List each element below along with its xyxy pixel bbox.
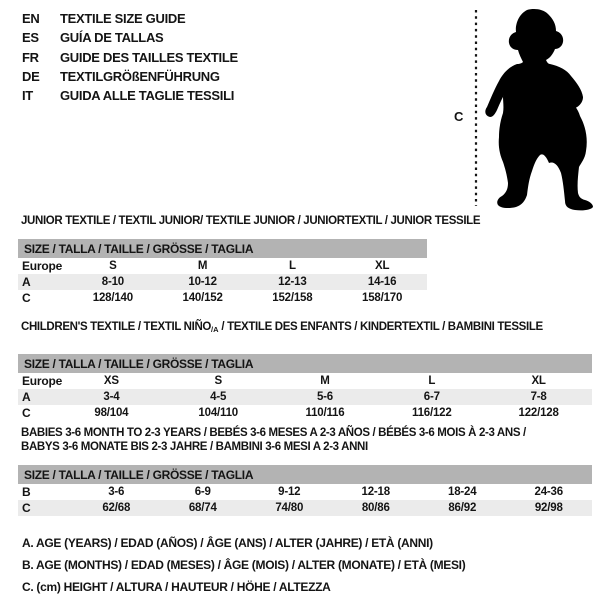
table-row-age-months bbox=[18, 484, 592, 500]
size-cell: S bbox=[109, 260, 117, 272]
language-row bbox=[22, 48, 238, 67]
size-header: SIZE / TALLA / TAILLE / GRÖSSE / TAGLIA bbox=[18, 354, 592, 373]
size-cell: 98/104 bbox=[94, 407, 129, 419]
babies-table-title-line1: BABIES 3-6 MONTH TO 2-3 YEARS / BEBÉS 3-6 MESES A 2-3 AÑOS / BÉBÉS 3-6 MOIS À 2-3 ANS / bbox=[21, 427, 526, 439]
row-label: A bbox=[22, 275, 31, 289]
size-cell: XL bbox=[531, 375, 546, 387]
size-header: SIZE / TALLA / TAILLE / GRÖSSE / TAGLIA bbox=[18, 239, 427, 258]
children-section bbox=[18, 320, 592, 421]
table-row-height bbox=[18, 405, 592, 421]
language-code: ES bbox=[22, 30, 39, 46]
language-row bbox=[22, 86, 238, 105]
language-code: DE bbox=[22, 68, 40, 84]
language-list bbox=[22, 9, 238, 105]
language-label: GUIDE DES TAILLES TEXTILE bbox=[60, 49, 238, 65]
size-header-row bbox=[18, 239, 427, 258]
babies-table-title-line2: BABYS 3-6 MONATE BIS 2-3 JAHRE / BAMBINI 3-6 MESI A 2-3 ANNI bbox=[21, 441, 368, 453]
language-code: EN bbox=[22, 11, 40, 26]
size-cell: M bbox=[320, 375, 330, 387]
size-cell: XL bbox=[374, 260, 390, 272]
size-cell: 62/68 bbox=[102, 502, 131, 514]
language-label: GUIDA ALLE TAGLIE TESSILI bbox=[60, 88, 235, 104]
size-cell: 152/158 bbox=[272, 292, 313, 304]
size-cell: 5-6 bbox=[316, 391, 333, 403]
size-cell: 10-12 bbox=[188, 276, 217, 288]
row-label: Europe bbox=[22, 374, 63, 388]
size-cell: 12-13 bbox=[278, 276, 307, 288]
size-cell: 68/74 bbox=[188, 502, 217, 514]
size-cell: 116/122 bbox=[412, 407, 452, 419]
size-cell: 158/170 bbox=[362, 292, 403, 304]
row-label: C bbox=[22, 291, 31, 305]
size-cell: 14-16 bbox=[367, 276, 397, 288]
language-row bbox=[22, 28, 238, 47]
size-cell: 18-24 bbox=[448, 486, 477, 498]
size-cell: 128/140 bbox=[92, 292, 133, 304]
title-text: / TEXTILE DES ENFANTS / KINDERTEXTIL / BAMBINI TESSILE bbox=[218, 321, 543, 333]
size-cell: 7-8 bbox=[530, 391, 547, 403]
baby-figure bbox=[450, 4, 600, 216]
footnotes bbox=[22, 532, 465, 598]
size-cell: 140/152 bbox=[182, 292, 223, 304]
size-cell: L bbox=[288, 260, 296, 272]
size-header-row bbox=[18, 354, 592, 373]
size-header: SIZE / TALLA / TAILLE / GRÖSSE / TAGLIA bbox=[18, 465, 592, 484]
language-label: TEXTILGRÖßENFÜHRUNG bbox=[60, 68, 220, 84]
junior-size-table bbox=[18, 239, 427, 306]
size-cell: 74/80 bbox=[275, 502, 304, 514]
table-row-europe bbox=[18, 373, 592, 389]
children-table-title bbox=[18, 320, 592, 337]
table-row-height bbox=[18, 290, 427, 306]
size-cell: 3-4 bbox=[103, 391, 120, 403]
language-code: FR bbox=[22, 49, 39, 65]
size-cell: 3-6 bbox=[108, 486, 125, 498]
table-row-age bbox=[18, 389, 592, 405]
language-label: GUÍA DE TALLAS bbox=[60, 30, 164, 46]
size-cell: 24-36 bbox=[534, 486, 563, 498]
row-label: C bbox=[22, 501, 31, 515]
size-cell: S bbox=[214, 375, 222, 387]
size-cell: XS bbox=[103, 375, 119, 387]
height-measure-label: C bbox=[454, 109, 464, 124]
junior-table-title: JUNIOR TEXTILE / TEXTIL JUNIOR/ TEXTILE JUNIOR / JUNIORTEXTIL / JUNIOR TESSILE bbox=[21, 215, 481, 227]
language-code: IT bbox=[22, 88, 33, 104]
language-label: TEXTILE SIZE GUIDE bbox=[60, 11, 186, 26]
size-cell: 6-9 bbox=[194, 486, 211, 498]
size-cell: M bbox=[197, 260, 208, 272]
language-row bbox=[22, 9, 238, 28]
row-label: B bbox=[22, 485, 31, 499]
table-row-europe bbox=[18, 258, 427, 274]
table-row-height bbox=[18, 500, 592, 516]
size-cell: 86/92 bbox=[448, 502, 477, 514]
title-subscript: /A bbox=[211, 325, 219, 334]
size-cell: 92/98 bbox=[534, 502, 563, 514]
table-row-age bbox=[18, 274, 427, 290]
children-size-table bbox=[18, 354, 592, 421]
babies-size-table bbox=[18, 465, 592, 516]
size-cell: L bbox=[428, 375, 436, 387]
baby-silhouette bbox=[485, 9, 593, 210]
babies-section bbox=[18, 426, 592, 516]
row-label: C bbox=[22, 406, 31, 420]
footnote-age-years: A. AGE (YEARS) / EDAD (AÑOS) / ÂGE (ANS) / ALTER (JAHRE) / ETÀ (ANNI) bbox=[22, 536, 433, 550]
size-cell: 12-18 bbox=[361, 486, 390, 498]
size-cell: 9-12 bbox=[278, 486, 301, 498]
row-label: A bbox=[22, 390, 31, 404]
junior-section bbox=[18, 214, 481, 306]
size-cell: 80/86 bbox=[361, 502, 390, 514]
footnote-age-months: B. AGE (MONTHS) / EDAD (MESES) / ÂGE (MOIS) / ALTER (MONATE) / ETÀ (MESI) bbox=[22, 558, 466, 572]
title-text: CHILDREN'S TEXTILE / TEXTIL NIÑO bbox=[21, 321, 212, 333]
size-cell: 122/128 bbox=[518, 407, 559, 419]
size-cell: 8-10 bbox=[101, 276, 124, 288]
size-cell: 110/116 bbox=[305, 407, 345, 419]
size-cell: 6-7 bbox=[423, 391, 440, 403]
size-cell: 104/110 bbox=[198, 407, 238, 419]
size-cell: 4-5 bbox=[210, 391, 227, 403]
row-label: Europe bbox=[22, 259, 63, 273]
size-header-row bbox=[18, 465, 592, 484]
footnote-height: C. (cm) HEIGHT / ALTURA / HAUTEUR / HÖHE / ALTEZZA bbox=[22, 580, 331, 594]
language-row bbox=[22, 67, 238, 86]
